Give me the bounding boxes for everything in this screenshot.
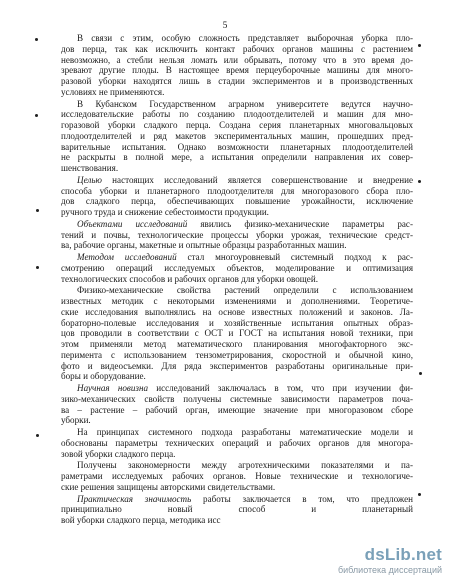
text-line	[61, 471, 413, 482]
watermark-logo: dsLib.net	[364, 545, 442, 564]
text-line	[61, 383, 413, 394]
text-line	[61, 296, 413, 307]
text-line	[61, 76, 413, 87]
lead-term: Практическая значимость	[77, 493, 192, 504]
line-text: горазовой уборки сладкого перца. Создана серия планетарных многовальцовых	[61, 120, 413, 130]
lead-term: Объектами исследований	[77, 218, 188, 229]
line-text: шенствования.	[61, 163, 119, 173]
line-text: работы заключается в том, что предложен	[191, 493, 413, 504]
line-text: обоснованы параметры технических операций и рабочих органов для многора-	[61, 437, 413, 448]
watermark	[338, 545, 442, 575]
lead-term: Целью	[77, 174, 102, 185]
text-line	[61, 109, 413, 120]
text-line	[61, 131, 413, 142]
text-line	[61, 318, 413, 329]
line-text: уборки.	[61, 415, 91, 426]
margin-dot	[418, 44, 421, 47]
text-line	[61, 427, 413, 438]
line-text: ские исследования выполнялись на основе известных положений и законов. Ла-	[61, 306, 413, 317]
margin-dot	[418, 493, 421, 496]
line-text: условиях не применяются.	[61, 86, 165, 97]
text-line	[61, 87, 413, 98]
line-text: тений и почвы, технологические процессы уборки урожая, технические средст-	[61, 229, 413, 240]
line-text: раметрами исследуемых рабочих органов. Новые технические и технологиче-	[61, 471, 413, 481]
lead-term: Методом исследований	[77, 252, 177, 262]
text-line	[61, 361, 413, 372]
line-text: зовой уборки сладкого перца.	[61, 448, 176, 459]
line-text: явились физико-механические параметры рас-	[187, 218, 413, 229]
text-line	[61, 240, 413, 251]
margin-dot	[36, 209, 39, 212]
text-line	[61, 504, 413, 515]
line-text: исследовательские работы по созданию плодоотделителей и машин для мно-	[61, 109, 413, 120]
text-line	[61, 405, 413, 416]
text-line	[61, 482, 413, 493]
lead-term: Научная новизна	[77, 383, 149, 393]
line-text: зико-механических свойств получены системные зависимости параметров поча-	[61, 393, 413, 404]
text-line	[61, 350, 413, 361]
text-line	[61, 99, 413, 110]
text-line	[61, 263, 413, 274]
line-text: Получены закономерности между агротехническими показателями и па-	[77, 460, 413, 471]
text-line	[61, 449, 413, 460]
line-text: варительные испытания. Однако возможности планетарных плодоотделителей	[61, 141, 413, 152]
line-text: перимента с использованием тензометрирования, скоростной и обычной кино,	[61, 349, 413, 360]
text-line	[61, 339, 413, 350]
line-text: ские решения защищены авторскими свидетельствами.	[61, 481, 276, 492]
line-text: ручного труда и снижение себестоимости продукции.	[61, 207, 269, 217]
text-line	[61, 515, 413, 526]
line-text: дов сладкого перца, обеспечивающих повышение урожайности, исключение	[61, 196, 413, 207]
line-text: В Кубанском Государственном аграрном университете ведутся научно-	[77, 98, 413, 109]
line-text: способа уборки и планетарного плодоотделителя для многоразового сбора пло-	[61, 185, 413, 196]
margin-dot	[419, 372, 422, 375]
line-text: вой уборки сладкого перца, методика исс	[61, 515, 221, 525]
line-text: Физико-механические свойства растений определили с использованием	[77, 285, 413, 296]
margin-dot	[36, 266, 39, 269]
text-line	[61, 44, 413, 55]
text-line	[61, 152, 413, 163]
line-text: боры и оборудование.	[61, 371, 146, 382]
line-text: известных методик с некоторыми изменениями и дополнениями. Теоретиче-	[61, 296, 413, 306]
line-text: цов проводили в соответствии с ОСТ и ГОСТ на испытания новой техники, при	[61, 328, 413, 339]
line-text: зревают другие плоды. В настоящее время перцеуборочные машины для много-	[61, 65, 413, 76]
line-text: На принципах системного подхода разработаны математические модели и	[77, 427, 413, 437]
text-line	[61, 230, 413, 241]
margin-dot	[35, 38, 38, 41]
text-line	[61, 219, 413, 230]
line-text: В связи с этим, особую сложность представляет выборочная уборка пло-	[77, 33, 413, 43]
text-line	[61, 55, 413, 66]
text-line	[61, 252, 413, 263]
line-text: бораторно-полевые исследования и хозяйственные испытания опытных образ-	[61, 317, 413, 328]
text-line	[61, 415, 413, 426]
watermark-subtitle: библиотека диссертаций	[337, 565, 442, 575]
text-line	[61, 207, 413, 218]
text-line	[61, 307, 413, 318]
text-line	[61, 120, 413, 131]
text-line	[61, 394, 413, 405]
text-line	[61, 33, 413, 44]
line-text: ва – растение – рабочий орган, имеющие значение при многоразовом сборе	[61, 404, 413, 415]
text-line	[61, 142, 413, 153]
text-line	[61, 274, 413, 285]
line-text: смотрению операций исследуемых объектов, моделирование и оптимизация	[61, 262, 413, 273]
margin-dot	[418, 180, 421, 183]
text-line	[61, 438, 413, 449]
line-text: исследований заключалась в том, что при изучении фи-	[148, 383, 413, 393]
text-line	[61, 371, 413, 382]
text-line	[61, 460, 413, 471]
text-line	[61, 285, 413, 296]
line-text: технологических способов и рабочих органов для уборки овощей.	[61, 273, 318, 284]
text-line	[61, 494, 413, 505]
line-text: разовой уборки находятся лишь в стадии экспериментов и в производственных	[61, 76, 413, 86]
line-text: невозможно, а стебли нельзя ломать или обрывать, потому что в это время до-	[61, 54, 413, 65]
line-text: не раскрыты в полной мере, а испытания определили направления их совер-	[61, 152, 413, 163]
line-text: этом применяли метод математического планирования многофакторного экс-	[61, 339, 413, 349]
line-text: настоящих исследований является совершенствование и внедрение	[101, 174, 413, 185]
margin-dot	[36, 434, 39, 437]
line-text: плодоотделителей и ряд макетов экспериментальных машин, прошедших пред-	[61, 130, 413, 141]
line-text: принципиально новый способ и планетарный	[61, 504, 413, 515]
text-line	[61, 163, 413, 174]
line-text: фото и видеосъемки. Для ряда экспериментов разработаны оригинальные при-	[61, 360, 413, 371]
text-line	[61, 65, 413, 76]
margin-dot	[35, 114, 38, 117]
line-text: стал многоуровневый системный подход к рас-	[176, 252, 413, 262]
text-line	[61, 196, 413, 207]
line-text: дов перца, так как исключить контакт рабочих органов машины с растением	[61, 43, 413, 54]
line-text: ва, рабочие органы, макетные и опытные образцы разработанных машин.	[61, 240, 347, 251]
text-line	[61, 186, 413, 197]
text-line	[61, 175, 413, 186]
text-line	[61, 328, 413, 339]
page-number: 5	[222, 21, 228, 31]
